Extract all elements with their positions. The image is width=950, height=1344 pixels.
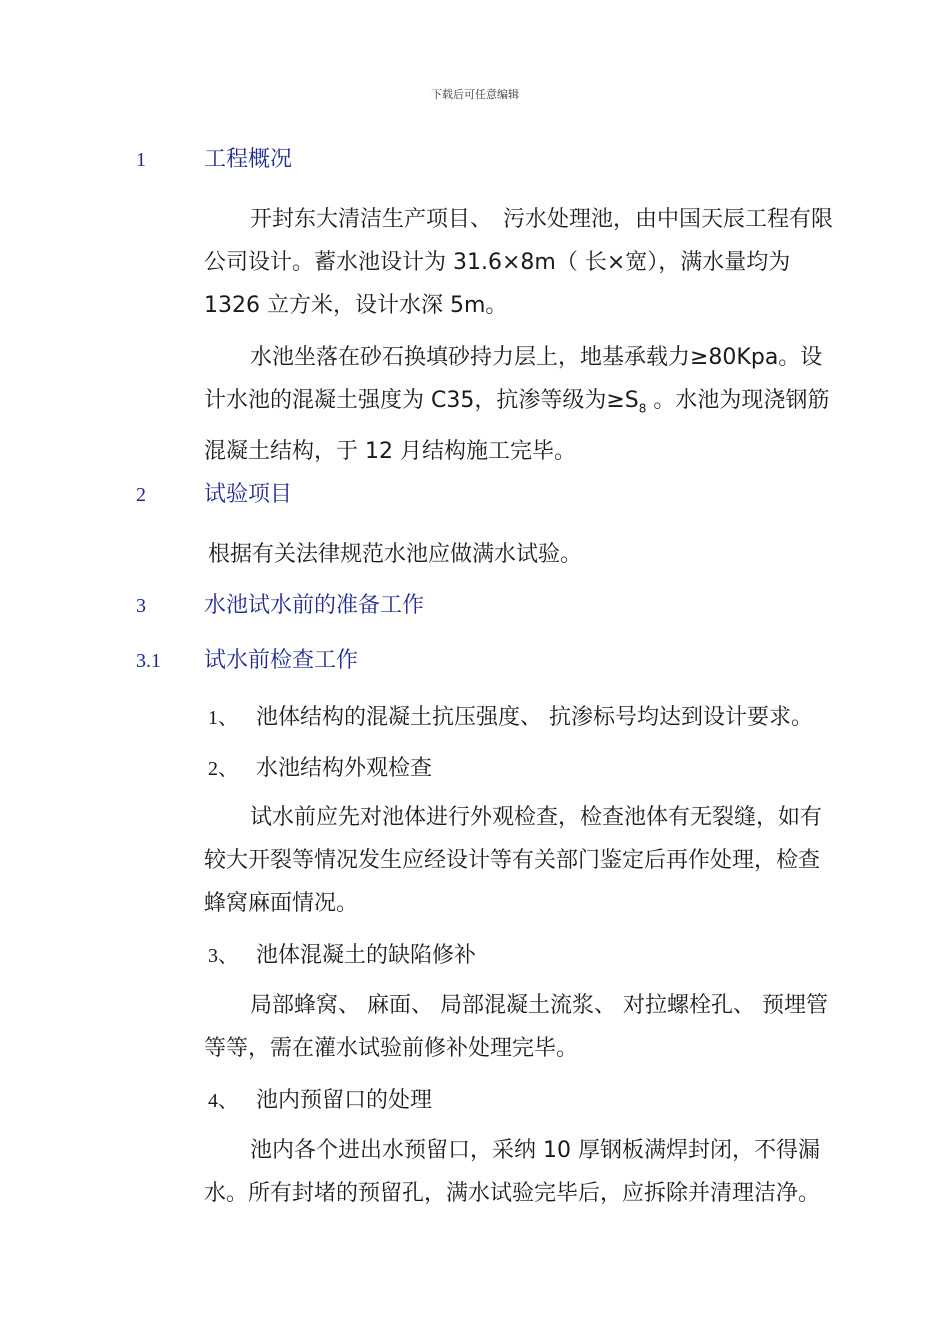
list-item-number: 4、 [208, 1090, 238, 1112]
list-item-1 [208, 703, 813, 733]
section-title: 试验项目 [204, 482, 293, 507]
section-number: 3.1 [136, 650, 161, 672]
list-item-text: 水池结构外观检查 [256, 756, 433, 781]
list-item-number: 1、 [208, 707, 238, 729]
section-number: 2 [136, 484, 146, 506]
paragraph-text: 水池坐落在砂石换填砂持力层上，地基承载力≥80Kpa。设计水池的混凝土强度为 C35，抗渗等级为≥S [204, 345, 823, 413]
page-header: 下载后可任意编辑 [431, 88, 519, 101]
paragraph-foundation [204, 336, 840, 473]
list-item-4 [208, 1086, 432, 1116]
section-number: 1 [136, 149, 146, 171]
paragraph-appearance-check: 试水前应先对池体进行外观检查，检查池体有无裂缝，如有较大开裂等情况发生应经设计等有关部门鉴定后再作处理，检查蜂窝麻面情况。 [204, 805, 823, 916]
list-item-text: 池体混凝土的缺陷修补 [256, 943, 477, 968]
list-item-text: 池体结构的混凝土抗压强度、 抗渗标号均达到设计要求。 [256, 705, 813, 730]
section-title: 水池试水前的准备工作 [204, 593, 425, 618]
section-title: 试水前检查工作 [204, 648, 359, 673]
section-number: 3 [136, 595, 146, 617]
paragraph-opening-treatment: 池内各个进出水预留口，采纳 10 厚钢板满焊封闭，不得漏水。所有封堵的预留孔，满水试验完毕后，应拆除并清理洁净。 [204, 1138, 821, 1206]
paragraph-text: 。水池为现浇钢筋混凝土结构，于 12 月结构施工完毕。 [204, 388, 830, 465]
list-item-text: 池内预留口的处理 [256, 1088, 433, 1113]
paragraph-defect-repair: 局部蜂窝、 麻面、 局部混凝土流浆、 对拉螺栓孔、 预埋管等等，需在灌水试验前修补处理完毕。 [204, 993, 828, 1061]
list-item-number: 3、 [208, 945, 238, 967]
list-item-2 [208, 754, 432, 784]
section-title: 工程概况 [204, 147, 293, 172]
list-item-3 [208, 941, 476, 971]
subscript: 8 [638, 401, 647, 416]
paragraph-project-overview: 开封东大清洁生产项目、 污水处理池，由中国天辰工程有限公司设计。蓄水池设计为 31.6×8m（ 长×宽），满水量均为 1326 立方米，设计水深 5m。 [204, 207, 834, 318]
paragraph-test-item: 根据有关法律规范水池应做满水试验。 [208, 542, 583, 567]
list-item-number: 2、 [208, 758, 238, 780]
